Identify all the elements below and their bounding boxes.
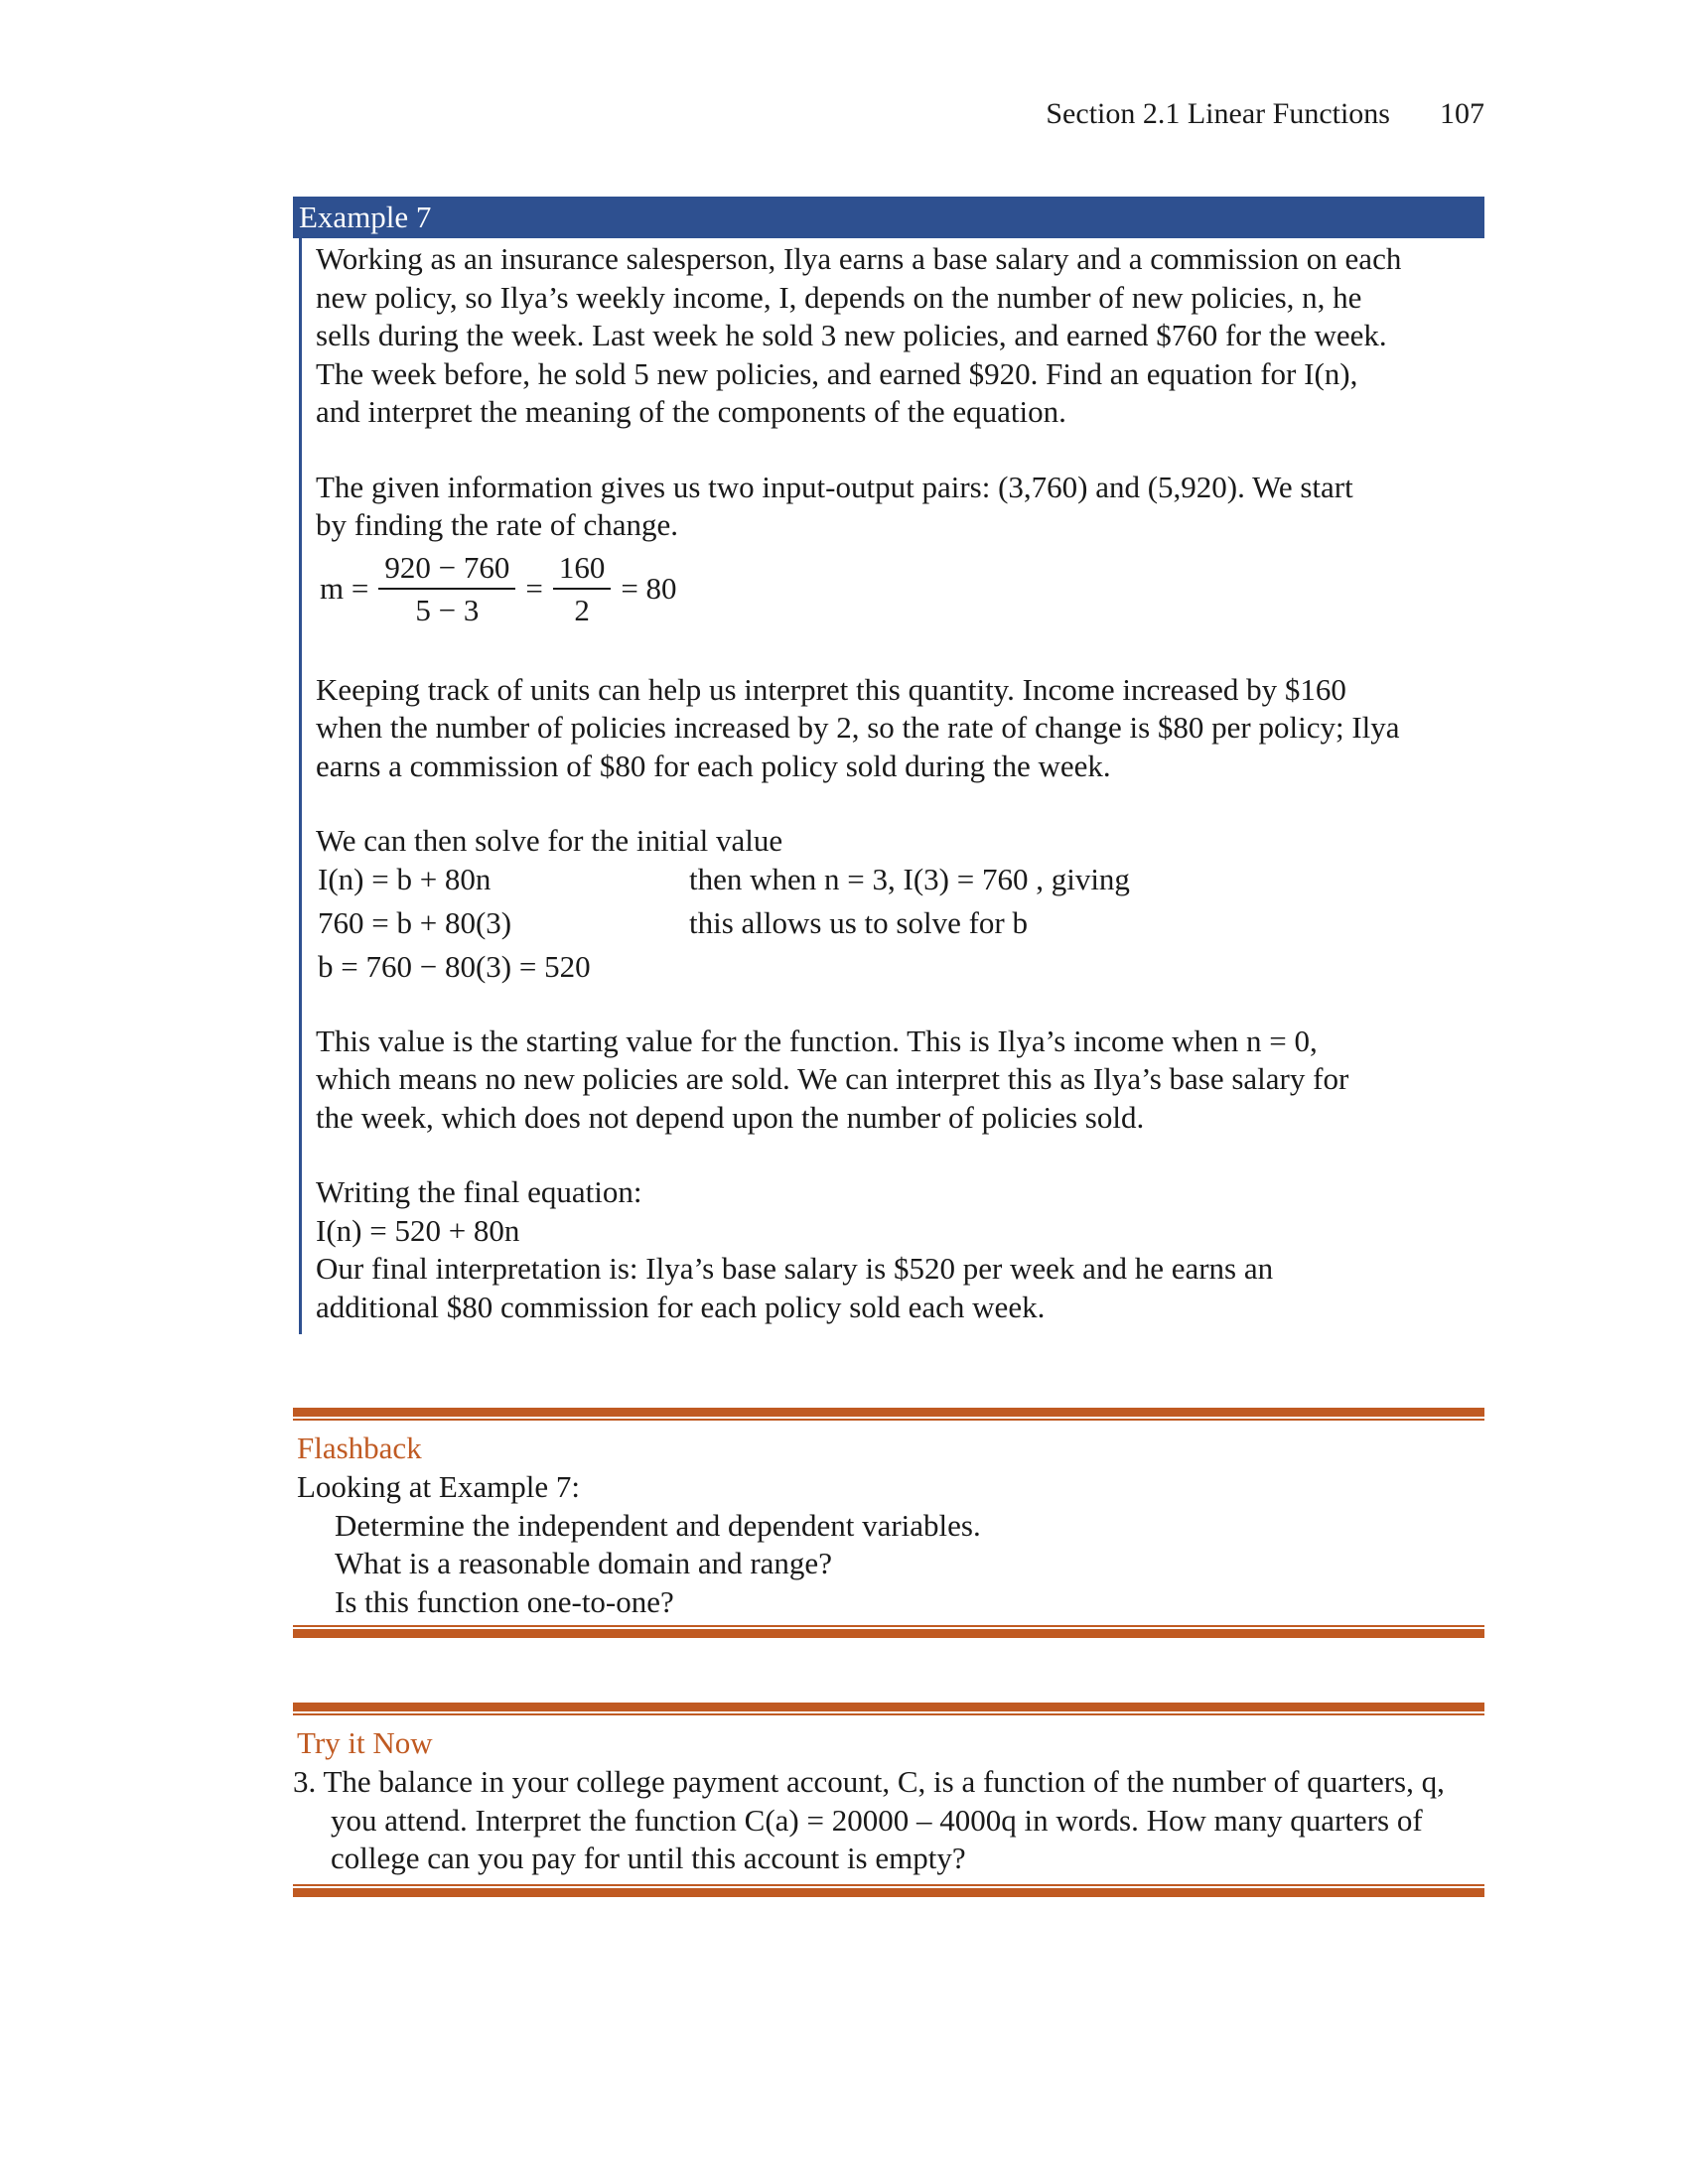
bottom-rule-thin bbox=[293, 1884, 1484, 1886]
problem-line: Working as an insurance salesperson, Ilya earns a base salary and a commission on each bbox=[316, 241, 1402, 276]
page-number: 107 bbox=[1440, 97, 1484, 130]
paragraph-line: which means no new policies are sold. We can interpret this as Ilya’s base salary for bbox=[316, 1061, 1349, 1096]
slope-lhs: m = bbox=[320, 571, 369, 607]
example-title: Example 7 bbox=[293, 197, 1484, 238]
pairs-paragraph bbox=[316, 469, 1484, 545]
slope-equation bbox=[316, 545, 1484, 634]
flashback-item: Determine the independent and dependent variables. bbox=[335, 1507, 981, 1543]
paragraph-line: Our final interpretation is: Ilya’s base salary is $520 per week and he earns an bbox=[316, 1251, 1274, 1286]
problem-statement bbox=[316, 240, 1484, 432]
starting-value-paragraph bbox=[316, 1023, 1484, 1138]
flashback-item: Is this function one-to-one? bbox=[335, 1583, 674, 1619]
paragraph-line: This value is the starting value for the function. This is Ilya’s income when n = 0, bbox=[316, 1023, 1318, 1058]
equals-sign: = bbox=[525, 571, 543, 607]
try-it-now-title: Try it Now bbox=[297, 1725, 433, 1760]
initial-value-intro: We can then solve for the initial value bbox=[316, 823, 783, 858]
step-note bbox=[689, 948, 1484, 986]
paragraph-line: the week, which does not depend upon the number of policies sold. bbox=[316, 1099, 1145, 1135]
final-interpretation bbox=[316, 1250, 1484, 1326]
step-equation: I(n) = b + 80n bbox=[318, 861, 492, 896]
units-paragraph bbox=[316, 671, 1484, 786]
flashback-box bbox=[293, 1408, 1484, 1638]
problem-line: and interpret the meaning of the components of the equation. bbox=[316, 394, 1066, 429]
paragraph-line: when the number of policies increased by 2, so the rate of change is $80 per policy; Ilya bbox=[316, 710, 1400, 745]
slope-result: = 80 bbox=[621, 571, 677, 607]
top-rule-thin bbox=[293, 1713, 1484, 1715]
paragraph-line: earns a commission of $80 for each policy sold during the week. bbox=[316, 748, 1111, 783]
paragraph-line: The given information gives us two input-output pairs: (3,760) and (5,920). We start bbox=[316, 469, 1353, 504]
step-equation: b = 760 − 80(3) = 520 bbox=[318, 948, 591, 984]
step-note: then when n = 3, I(3) = 760 , giving bbox=[689, 861, 1130, 896]
flashback-title: Flashback bbox=[297, 1431, 422, 1465]
step-note: this allows us to solve for b bbox=[689, 904, 1028, 940]
bottom-rule-thick bbox=[293, 1888, 1484, 1897]
bottom-rule-thick bbox=[293, 1629, 1484, 1638]
final-equation-intro: Writing the final equation: bbox=[316, 1174, 642, 1209]
problem-line: The week before, he sold 5 new policies, and earned $920. Find an equation for I(n), bbox=[316, 355, 1358, 391]
problem-line: new policy, so Ilya’s weekly income, I, depends on the number of new policies, n, he bbox=[316, 279, 1362, 315]
slope-fraction-1 bbox=[378, 548, 515, 631]
paragraph-line: by finding the rate of change. bbox=[316, 507, 678, 542]
flashback-body bbox=[293, 1468, 1484, 1621]
top-rule-thick bbox=[293, 1408, 1484, 1417]
section-title: Section 2.1 Linear Functions bbox=[1046, 97, 1390, 130]
step-equation: 760 = b + 80(3) bbox=[318, 904, 512, 940]
fraction-numerator: 160 bbox=[553, 548, 612, 590]
problem-line: sells during the week. Last week he sold 3 new policies, and earned $760 for the week. bbox=[316, 318, 1387, 352]
fraction-numerator: 920 − 760 bbox=[378, 548, 515, 590]
paragraph-line: Keeping track of units can help us interpret this quantity. Income increased by $160 bbox=[316, 671, 1346, 707]
try-it-now-box bbox=[293, 1703, 1484, 1897]
top-rule-thin bbox=[293, 1419, 1484, 1421]
fraction-denominator: 5 − 3 bbox=[415, 592, 480, 627]
bottom-rule-thin bbox=[293, 1625, 1484, 1627]
flashback-intro: Looking at Example 7: bbox=[297, 1469, 580, 1504]
final-equation: I(n) = 520 + 80n bbox=[316, 1212, 520, 1248]
running-head bbox=[1046, 97, 1484, 131]
paragraph-line: additional $80 commission for each policy sold each week. bbox=[316, 1289, 1046, 1324]
fraction-denominator: 2 bbox=[574, 592, 590, 627]
top-rule-thick bbox=[293, 1703, 1484, 1711]
flashback-item: What is a reasonable domain and range? bbox=[335, 1546, 832, 1580]
example-box bbox=[293, 197, 1484, 1334]
slope-fraction-2 bbox=[553, 548, 612, 631]
try-it-now-problem: 3. The balance in your college payment account, C, is a function of the number of quarters, q, you attend. Interpret the function C(a) = 20000 – 4000q in words. How many quarters of college can you pay for until this account is empty? bbox=[293, 1764, 1445, 1875]
example-body bbox=[299, 238, 1484, 1334]
solve-steps bbox=[316, 861, 1484, 986]
